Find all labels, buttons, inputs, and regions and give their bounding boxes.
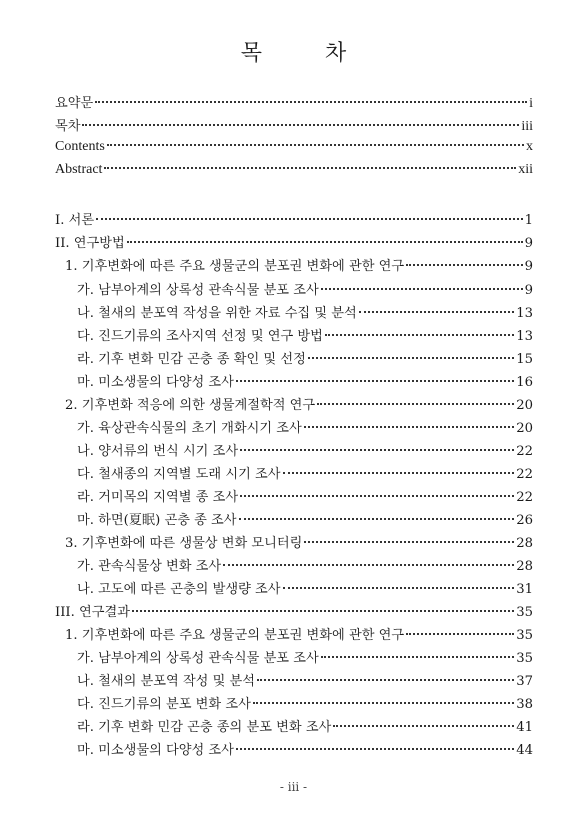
toc-entry xyxy=(55,555,533,577)
dot-leader xyxy=(304,426,514,428)
toc-entry-label: Contents xyxy=(55,139,105,154)
dot-leader xyxy=(95,101,527,103)
toc-entry-page: 41 xyxy=(516,720,533,735)
toc-entry-label: 다. 진드기류의 분포 변화 조사 xyxy=(77,697,251,712)
toc-entry-label: Abstract xyxy=(55,162,103,177)
toc-entry-label: 나. 양서류의 번식 시기 조사 xyxy=(77,444,239,459)
dot-leader xyxy=(321,288,523,290)
toc-entry-label: III. 연구결과 xyxy=(55,605,130,620)
toc-entry-page: 9 xyxy=(524,283,533,298)
dot-leader xyxy=(406,264,522,266)
toc-entry-page: xii xyxy=(518,162,533,177)
toc-entry xyxy=(55,325,533,347)
toc-entry-label: 라. 거미목의 지역별 종 조사 xyxy=(77,490,239,505)
toc-entry-page: 31 xyxy=(516,582,533,597)
toc-entry-page: 13 xyxy=(516,306,533,321)
dot-leader xyxy=(321,656,515,658)
toc-entry-label: 3. 기후변화에 따른 생물상 변화 모니터링 xyxy=(65,536,303,551)
toc-entry-label: II. 연구방법 xyxy=(55,236,125,251)
toc-entry-page: iii xyxy=(521,119,533,134)
dot-leader xyxy=(132,610,514,612)
toc-entry-page: i xyxy=(529,96,533,111)
dot-leader xyxy=(107,144,524,146)
toc-entry-page: 44 xyxy=(516,743,533,758)
toc-entry-label: 가. 남부아계의 상록성 관속식물 분포 조사 xyxy=(77,651,319,666)
toc-entry xyxy=(55,232,533,254)
toc-entry xyxy=(55,302,533,324)
dot-leader xyxy=(240,495,514,497)
dot-leader xyxy=(253,702,514,704)
toc-entry-label: 목차 xyxy=(55,119,81,134)
dot-leader xyxy=(283,472,515,474)
toc-entry-label: 가. 육상관속식물의 초기 개화시기 조사 xyxy=(77,421,302,436)
toc-entry-label: 라. 기후 변화 민감 곤충 종의 분포 변화 조사 xyxy=(77,720,332,735)
toc-entry xyxy=(55,139,533,161)
toc-entry-page: 15 xyxy=(516,352,533,367)
toc-entry-label: 나. 철새의 분포역 작성을 위한 자료 수집 및 분석 xyxy=(77,306,357,321)
toc-entry-label: 라. 기후 변화 민감 곤충 종 확인 및 선정 xyxy=(77,352,306,367)
toc-entry xyxy=(55,394,533,416)
toc-entry-page: 35 xyxy=(516,605,533,620)
toc-entry-page: 9 xyxy=(524,236,533,251)
toc-entry xyxy=(55,92,533,114)
toc-entry xyxy=(55,463,533,485)
toc-entry xyxy=(55,255,533,277)
toc-entry xyxy=(55,279,533,301)
toc-entry-page: 1 xyxy=(524,213,533,228)
toc-entry-page: 26 xyxy=(516,513,533,528)
toc-entry-page: 16 xyxy=(516,375,533,390)
toc-entry-page: 20 xyxy=(516,398,533,413)
toc-entry xyxy=(55,162,533,184)
toc-entry-label: I. 서론 xyxy=(55,213,95,228)
page-title: 목 차 xyxy=(240,41,375,66)
toc-entry-label: 가. 남부아계의 상록성 관속식물 분포 조사 xyxy=(77,283,319,298)
toc-entry-page: 20 xyxy=(516,421,533,436)
dot-leader xyxy=(304,541,514,543)
toc-entry xyxy=(55,532,533,554)
dot-leader xyxy=(359,311,514,313)
dot-leader xyxy=(257,679,514,681)
dot-leader xyxy=(333,725,514,727)
dot-leader xyxy=(406,633,514,635)
toc-entry-page: 22 xyxy=(516,467,533,482)
dot-leader xyxy=(223,564,514,566)
toc-entry xyxy=(55,716,533,738)
toc-entry-label: 나. 철새의 분포역 작성 및 분석 xyxy=(77,674,256,689)
toc-entry xyxy=(55,693,533,715)
toc-entry-label: 마. 미소생물의 다양성 조사 xyxy=(77,743,234,758)
toc-entry xyxy=(55,440,533,462)
toc-entry-page: 9 xyxy=(524,259,533,274)
toc-entry-page: x xyxy=(526,139,533,154)
toc-entry-label: 나. 고도에 따른 곤충의 발생량 조사 xyxy=(77,582,281,597)
dot-leader xyxy=(236,748,514,750)
toc-entry-label: 다. 진드기류의 조사지역 선정 및 연구 방법 xyxy=(77,329,323,344)
toc-entry xyxy=(55,624,533,646)
toc-entry-page: 28 xyxy=(516,559,533,574)
toc-entry-label: 1. 기후변화에 따른 주요 생물군의 분포권 변화에 관한 연구 xyxy=(65,259,405,274)
toc-entry-page: 38 xyxy=(516,697,533,712)
toc-entry xyxy=(55,417,533,439)
toc-entry xyxy=(55,578,533,600)
dot-leader xyxy=(127,241,523,243)
dot-leader xyxy=(308,357,514,359)
dot-leader xyxy=(82,124,519,126)
dot-leader xyxy=(283,587,515,589)
toc-entry-page: 35 xyxy=(516,628,533,643)
dot-leader xyxy=(240,449,514,451)
toc-entry xyxy=(55,348,533,370)
toc-entry xyxy=(55,371,533,393)
toc-entry xyxy=(55,647,533,669)
toc-entry xyxy=(55,601,533,623)
toc-entry-label: 가. 관속식물상 변화 조사 xyxy=(77,559,222,574)
toc-entry-page: 37 xyxy=(516,674,533,689)
toc-entry-label: 요약문 xyxy=(55,96,94,111)
toc-entry xyxy=(55,209,533,231)
toc-entry-label: 다. 철새종의 지역별 도래 시기 조사 xyxy=(77,467,281,482)
toc-entry-page: 22 xyxy=(516,490,533,505)
toc-entry-label: 마. 미소생물의 다양성 조사 xyxy=(77,375,234,390)
toc-entry-label: 1. 기후변화에 따른 주요 생물군의 분포권 변화에 관한 연구 xyxy=(65,628,405,643)
dot-leader xyxy=(104,167,516,169)
dot-leader xyxy=(325,334,514,336)
toc-entry xyxy=(55,115,533,137)
toc-entry xyxy=(55,739,533,761)
dot-leader xyxy=(236,380,514,382)
toc-entry-page: 35 xyxy=(516,651,533,666)
toc-entry xyxy=(55,486,533,508)
dot-leader xyxy=(317,403,514,405)
toc-entry-page: 28 xyxy=(516,536,533,551)
dot-leader xyxy=(96,218,523,220)
toc-entry-page: 22 xyxy=(516,444,533,459)
page-number: - iii - xyxy=(279,780,308,794)
toc-entry xyxy=(55,509,533,531)
toc-entry-page: 13 xyxy=(516,329,533,344)
toc-entry-label: 2. 기후변화 적응에 의한 생물계절학적 연구 xyxy=(65,398,316,413)
dot-leader xyxy=(239,518,515,520)
toc-entry-label: 마. 하면(夏眠) 곤충 종 조사 xyxy=(77,513,237,528)
toc-entry xyxy=(55,670,533,692)
